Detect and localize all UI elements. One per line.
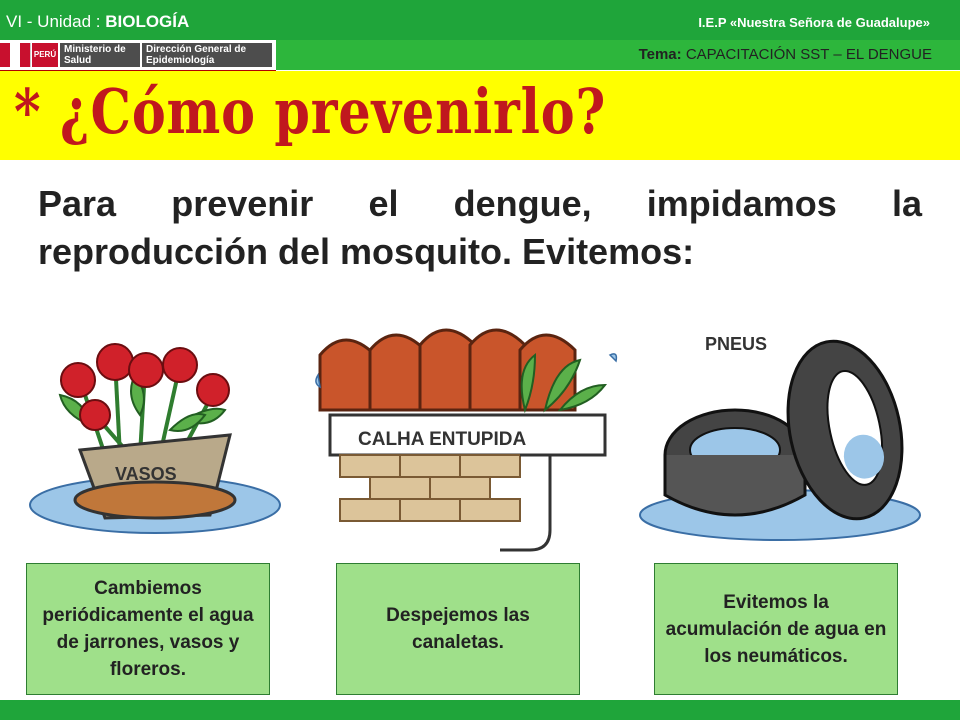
topic-label: Tema: bbox=[638, 46, 682, 63]
gutter-sign: CALHA ENTUPIDA bbox=[358, 429, 527, 450]
caption-tires: Evitemos la acumulación de agua en los neumáticos. bbox=[654, 563, 898, 695]
flower-pot-icon bbox=[20, 320, 290, 560]
vasos-sign: VASOS bbox=[115, 464, 177, 484]
unit-prefix: VI - Unidad : bbox=[6, 12, 106, 31]
intro-text: Para prevenir el dengue, impidamos la reproducción del mosquito. Evitemos: bbox=[38, 183, 922, 272]
clogged-gutter-icon bbox=[310, 315, 620, 560]
school-name: I.E.P «Nuestra Señora de Guadalupe» bbox=[698, 15, 930, 30]
caption-gutters: Despejemos las canaletas. bbox=[336, 563, 580, 695]
header-bar bbox=[0, 0, 960, 40]
unit-subject: BIOLOGÍA bbox=[105, 12, 190, 31]
peru-label: PERÚ bbox=[32, 43, 58, 67]
title-bar bbox=[0, 71, 960, 160]
ministry-logo-strip bbox=[0, 40, 276, 71]
pneus-sign: PNEUS bbox=[705, 334, 768, 354]
peru-flag-icon bbox=[0, 43, 31, 67]
unit-label bbox=[6, 12, 189, 32]
ministry-label: Ministerio de Salud bbox=[60, 43, 140, 67]
topic-bar bbox=[276, 40, 960, 70]
caption-vases: Cambiemos periódicamente el agua de jarrones, vasos y floreros. bbox=[26, 563, 270, 695]
topic-value: CAPACITACIÓN SST – EL DENGUE bbox=[685, 46, 932, 63]
slide-title: * ¿Cómo prevenirlo? bbox=[14, 75, 607, 148]
footer-bar bbox=[0, 700, 960, 720]
tires-icon bbox=[630, 320, 930, 550]
direction-label: Dirección General de Epidemiología bbox=[142, 43, 272, 67]
topic-line bbox=[639, 46, 932, 63]
